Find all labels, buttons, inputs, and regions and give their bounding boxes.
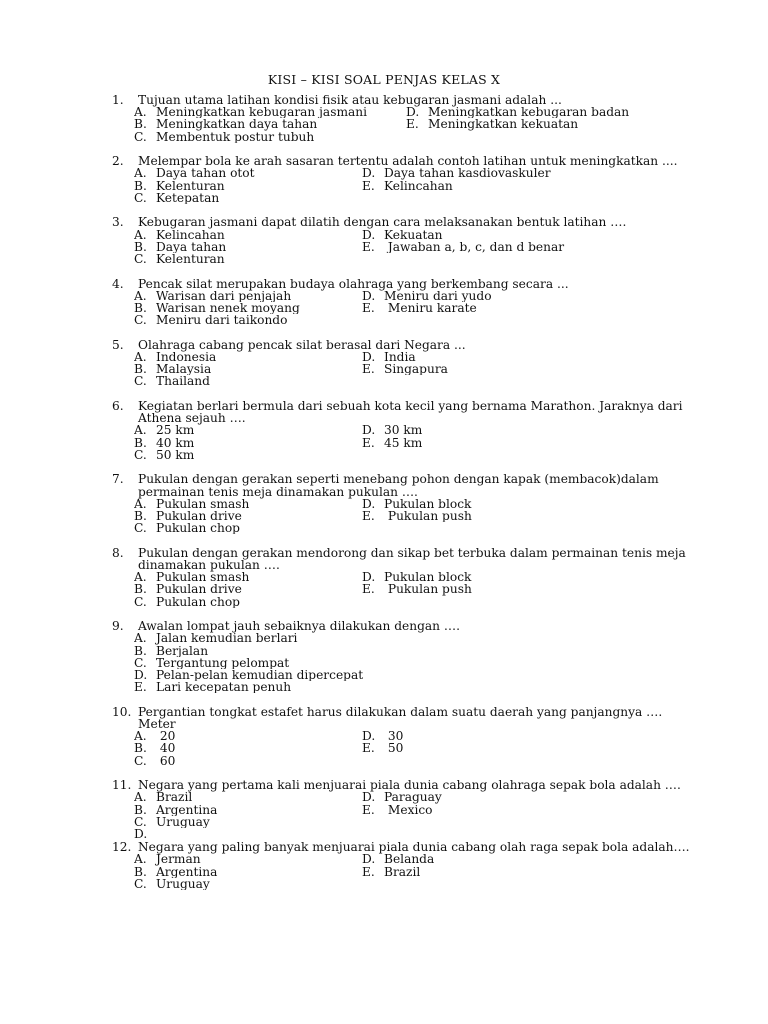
answer-option (134, 253, 362, 265)
option-text: Belanda (384, 853, 435, 866)
option-letter: C. (134, 130, 147, 143)
answer-option (134, 866, 362, 878)
question-11 (112, 779, 692, 840)
answer-option (134, 118, 406, 130)
question-spacer (112, 534, 692, 546)
answer-option (134, 229, 362, 241)
option-text: Lari kecepatan penuh (156, 681, 292, 694)
option-text: 50 (384, 742, 404, 755)
option-letter: A. (134, 730, 147, 743)
question-9 (112, 620, 692, 693)
answer-option (134, 363, 362, 375)
option-text: Paraguay (384, 791, 442, 804)
question-text: Awalan lompat jauh sebaiknya dilakukan dengan …. (138, 619, 460, 634)
answer-option (134, 290, 362, 302)
question-number: 7. (112, 472, 124, 487)
option-letter: B. (134, 240, 147, 254)
option-letter: E. (362, 436, 375, 449)
option-letter: A. (134, 571, 147, 584)
question-1 (112, 94, 692, 143)
question-text: Pencak silat merupakan budaya olahraga yang berkembang secara ... (138, 276, 569, 291)
option-text: Pukulan push (384, 583, 472, 596)
question-text: Pergantian tongkat estafet harus dilakukan dalam suatu daerah yang panjangnya …. Meter (138, 704, 663, 732)
answer-option (362, 583, 692, 595)
option-text: Kelincahan (384, 179, 453, 192)
option-text: Warisan dari penjajah (156, 289, 292, 303)
option-text: Pelan-pelan kemudian dipercepat (156, 669, 364, 682)
answer-option (134, 498, 362, 510)
option-text: 40 (156, 742, 176, 755)
question-text: Negara yang paling banyak menjuarai piala dunia cabang olah raga sepak bola adalah…. (138, 840, 690, 855)
answer-option (134, 131, 406, 143)
option-letter: E. (362, 583, 375, 596)
option-text: Uruguay (156, 877, 210, 891)
question-number: 11. (112, 778, 132, 793)
option-letter: D. (134, 669, 148, 682)
option-text: Meningkatkan kekuatan (428, 118, 579, 131)
question-number: 10. (112, 704, 132, 719)
option-text: 20 (156, 730, 176, 743)
answer-option (134, 510, 362, 522)
option-letter: D. (362, 853, 376, 866)
answer-option (406, 106, 692, 118)
option-letter: C. (134, 754, 147, 767)
question-text: Kebugaran jasmani dapat dilatih dengan cara melaksanakan bentuk latihan …. (138, 215, 627, 230)
answer-option (362, 571, 692, 583)
option-letter: C. (134, 522, 147, 535)
question-text: Tujuan utama latihan kondisi fisik atau kebugaran jasmani adalah ... (138, 93, 562, 107)
option-letter: D. (134, 828, 148, 841)
question-number: 1. (112, 93, 124, 107)
answer-options (112, 498, 692, 535)
option-text: Kelenturan (156, 253, 225, 266)
answer-option (134, 681, 692, 693)
option-text: Singapura (384, 363, 448, 376)
option-letter: E. (406, 118, 419, 131)
option-letter: E. (362, 510, 375, 523)
option-letter: D. (362, 730, 376, 743)
question-2 (112, 155, 692, 204)
option-letter: D. (362, 571, 376, 584)
answer-option (134, 180, 362, 192)
option-text: India (384, 351, 416, 364)
option-text: Pukulan chop (156, 522, 240, 535)
option-text: Kekuatan (384, 228, 443, 241)
option-letter: D. (362, 289, 376, 303)
option-letter: A. (134, 424, 147, 437)
option-text: Tergantung pelompat (156, 656, 290, 670)
option-text: Warisan nenek moyang (156, 302, 300, 315)
question-spacer (112, 265, 692, 277)
question-number: 12. (112, 840, 132, 855)
option-text: Meniru dari taikondo (156, 314, 288, 327)
option-letter: E. (362, 179, 375, 192)
question-number: 5. (112, 337, 124, 352)
option-letter: C. (134, 191, 147, 205)
answer-option (406, 118, 692, 130)
option-letter: C. (134, 815, 147, 829)
question-text-row (112, 706, 692, 730)
question-text: Melempar bola ke arah sasaran tertentu adalah contoh latihan untuk meningkatkan .... (138, 154, 678, 169)
option-letter: D. (362, 167, 376, 180)
option-letter: B. (134, 742, 147, 755)
question-10 (112, 706, 692, 767)
question-text-row (112, 339, 692, 351)
option-letter: E. (362, 302, 375, 315)
option-text: Meningkatkan daya tahan (156, 118, 318, 131)
option-letter: A. (134, 853, 147, 866)
answer-option (134, 192, 362, 204)
answer-option (134, 853, 362, 865)
question-text-row (112, 841, 692, 853)
answer-option (134, 424, 362, 436)
answer-option (134, 583, 362, 595)
answer-option (362, 437, 692, 449)
option-text: Meniru dari yudo (384, 289, 492, 303)
answer-option (134, 645, 692, 657)
question-text-row (112, 400, 692, 424)
answer-option (134, 791, 362, 803)
option-letter: D. (362, 424, 376, 437)
option-text: Pukulan smash (156, 497, 250, 511)
question-text: Pukulan dengan gerakan mendorong dan sikap bet terbuka dalam permainan tenis meja dinamakan pukulan …. (138, 545, 686, 573)
option-text: 40 km (156, 436, 195, 449)
answer-options (112, 632, 692, 693)
answer-option (134, 449, 362, 461)
answer-option (134, 816, 362, 828)
answer-option (134, 106, 406, 118)
option-text: Thailand (156, 375, 210, 388)
answer-option (362, 229, 692, 241)
question-spacer (112, 326, 692, 338)
option-text: Jerman (156, 853, 201, 866)
option-letter: A. (134, 791, 147, 804)
question-12 (112, 841, 692, 890)
question-number: 4. (112, 276, 124, 291)
answer-option (362, 510, 692, 522)
question-list (112, 94, 692, 890)
question-8 (112, 547, 692, 608)
option-text: Jawaban a, b, c, dan d benar (384, 240, 565, 254)
question-text-row (112, 473, 692, 497)
option-letter: B. (134, 865, 147, 878)
answer-option (362, 167, 692, 179)
option-letter: B. (134, 179, 147, 192)
answer-option (134, 632, 692, 644)
option-text: Kelincahan (156, 228, 225, 241)
question-text-row (112, 779, 692, 791)
question-5 (112, 339, 692, 388)
answer-option (362, 424, 692, 436)
option-letter: D. (406, 106, 420, 119)
answer-options (112, 571, 692, 608)
option-letter: A. (134, 632, 147, 645)
option-letter: E. (362, 363, 375, 376)
answer-option (362, 853, 692, 865)
answer-option (134, 522, 362, 534)
answer-option (134, 375, 362, 387)
answer-options (112, 791, 692, 840)
answer-option (134, 755, 362, 767)
answer-option (134, 878, 362, 890)
option-text: Daya tahan (156, 240, 227, 254)
answer-option (362, 290, 692, 302)
question-number: 8. (112, 545, 124, 560)
option-text: Meningkatkan kebugaran badan (428, 106, 630, 119)
answer-options (112, 290, 692, 327)
option-text: Pukulan chop (156, 595, 240, 608)
answer-option (134, 596, 362, 608)
option-letter: A. (134, 228, 147, 241)
option-text: Pukulan push (384, 510, 472, 523)
answer-option (362, 804, 692, 816)
answer-option (134, 730, 362, 742)
answer-option (362, 498, 692, 510)
option-text: 25 km (156, 424, 195, 437)
option-letter: A. (134, 497, 147, 511)
answer-options (112, 106, 692, 143)
option-letter: C. (134, 595, 147, 608)
option-letter: C. (134, 314, 147, 327)
option-letter: B. (134, 118, 147, 131)
question-text-row (112, 547, 692, 571)
answer-option (134, 669, 692, 681)
question-number: 6. (112, 399, 124, 414)
answer-option (134, 241, 362, 253)
answer-option (134, 742, 362, 754)
option-letter: E. (134, 681, 147, 694)
option-letter: D. (362, 351, 376, 364)
option-letter: B. (134, 302, 147, 315)
option-text: Berjalan (156, 644, 209, 657)
answer-option (134, 828, 362, 840)
option-text: 30 km (384, 424, 423, 437)
option-text: 50 km (156, 448, 195, 462)
question-text: Negara yang pertama kali menjuarai piala dunia cabang olahraga sepak bola adalah …. (138, 778, 681, 793)
option-letter: B. (134, 583, 147, 596)
question-7 (112, 473, 692, 534)
option-text: Argentina (156, 865, 218, 878)
answer-option (362, 730, 692, 742)
question-text: Pukulan dengan gerakan seperti menebang pohon dengan kapak (membacok)dalam permainan tenis meja dinamakan pukulan …. (138, 472, 659, 499)
question-number: 9. (112, 619, 124, 634)
question-6 (112, 400, 692, 461)
question-spacer (112, 693, 692, 705)
option-letter: B. (134, 803, 147, 816)
answer-options (112, 229, 692, 266)
answer-option (134, 437, 362, 449)
option-letter: A. (134, 167, 147, 180)
option-text: Pukulan block (384, 497, 472, 511)
answer-option (362, 363, 692, 375)
option-letter: B. (134, 510, 147, 523)
option-text: Membentuk postur tubuh (156, 130, 315, 143)
option-letter: D. (362, 497, 376, 511)
option-text: Kelenturan (156, 179, 225, 192)
answer-option (362, 180, 692, 192)
option-letter: A. (134, 106, 147, 119)
option-text: Pukulan smash (156, 571, 250, 584)
option-letter: C. (134, 375, 147, 388)
option-letter: E. (362, 240, 375, 254)
answer-options (112, 853, 692, 890)
option-text: Uruguay (156, 815, 210, 829)
option-text: Jalan kemudian berlari (156, 632, 298, 645)
question-text-row (112, 155, 692, 167)
question-text-row (112, 278, 692, 290)
option-text: Pukulan drive (156, 510, 242, 523)
option-letter: B. (134, 363, 147, 376)
answer-option (362, 866, 692, 878)
answer-option (362, 241, 692, 253)
question-4 (112, 278, 692, 327)
answer-options (112, 351, 692, 388)
option-letter: D. (362, 791, 376, 804)
answer-options (112, 167, 692, 204)
option-letter: E. (362, 742, 375, 755)
answer-option (362, 791, 692, 803)
answer-option (134, 167, 362, 179)
option-letter: E. (362, 803, 375, 816)
question-text-row (112, 216, 692, 228)
option-letter: C. (134, 448, 147, 462)
answer-options (112, 730, 692, 767)
answer-option (134, 804, 362, 816)
option-letter: A. (134, 289, 147, 303)
answer-option (134, 351, 362, 363)
option-text: 60 (156, 754, 176, 767)
answer-option (362, 302, 692, 314)
answer-option (362, 351, 692, 363)
option-text: Pukulan block (384, 571, 472, 584)
question-text-row (112, 620, 692, 632)
option-text: 30 (384, 730, 404, 743)
answer-option (134, 657, 692, 669)
option-text: Daya tahan kasdiovaskuler (384, 167, 551, 180)
answer-option (362, 742, 692, 754)
option-text: Brazil (384, 865, 421, 878)
option-letter: B. (134, 436, 147, 449)
question-number: 2. (112, 154, 124, 169)
answer-option (134, 302, 362, 314)
option-text: Meningkatkan kebugaran jasmani (156, 106, 368, 119)
answer-options (112, 424, 692, 461)
question-number: 3. (112, 215, 124, 230)
option-text: Argentina (156, 803, 218, 816)
option-letter: B. (134, 644, 147, 657)
document-title: KISI – KISI SOAL PENJAS KELAS X (267, 72, 501, 87)
question-text-row (112, 94, 692, 106)
answer-option (362, 816, 692, 828)
option-text: Meniru karate (384, 302, 477, 315)
option-letter: C. (134, 656, 147, 670)
question-text: Olahraga cabang pencak silat berasal dari Negara ... (138, 337, 466, 352)
option-text: Mexico (384, 803, 433, 816)
option-letter: E. (362, 865, 375, 878)
question-text: Kegiatan berlari bermula dari sebuah kota kecil yang bernama Marathon. Jaraknya dari Athena sejauh …. (138, 399, 683, 426)
option-letter: C. (134, 253, 147, 266)
option-text: Indonesia (156, 351, 217, 364)
option-text: 45 km (384, 436, 423, 449)
answer-option (134, 571, 362, 583)
option-text: Daya tahan otot (156, 167, 255, 180)
option-text: Pukulan drive (156, 583, 242, 596)
question-3 (112, 216, 692, 265)
option-letter: D. (362, 228, 376, 241)
option-text: Brazil (156, 791, 193, 804)
answer-option (134, 314, 362, 326)
option-letter: C. (134, 877, 147, 891)
option-text: Ketepatan (156, 191, 220, 205)
option-letter: A. (134, 351, 147, 364)
option-text: Malaysia (156, 363, 212, 376)
